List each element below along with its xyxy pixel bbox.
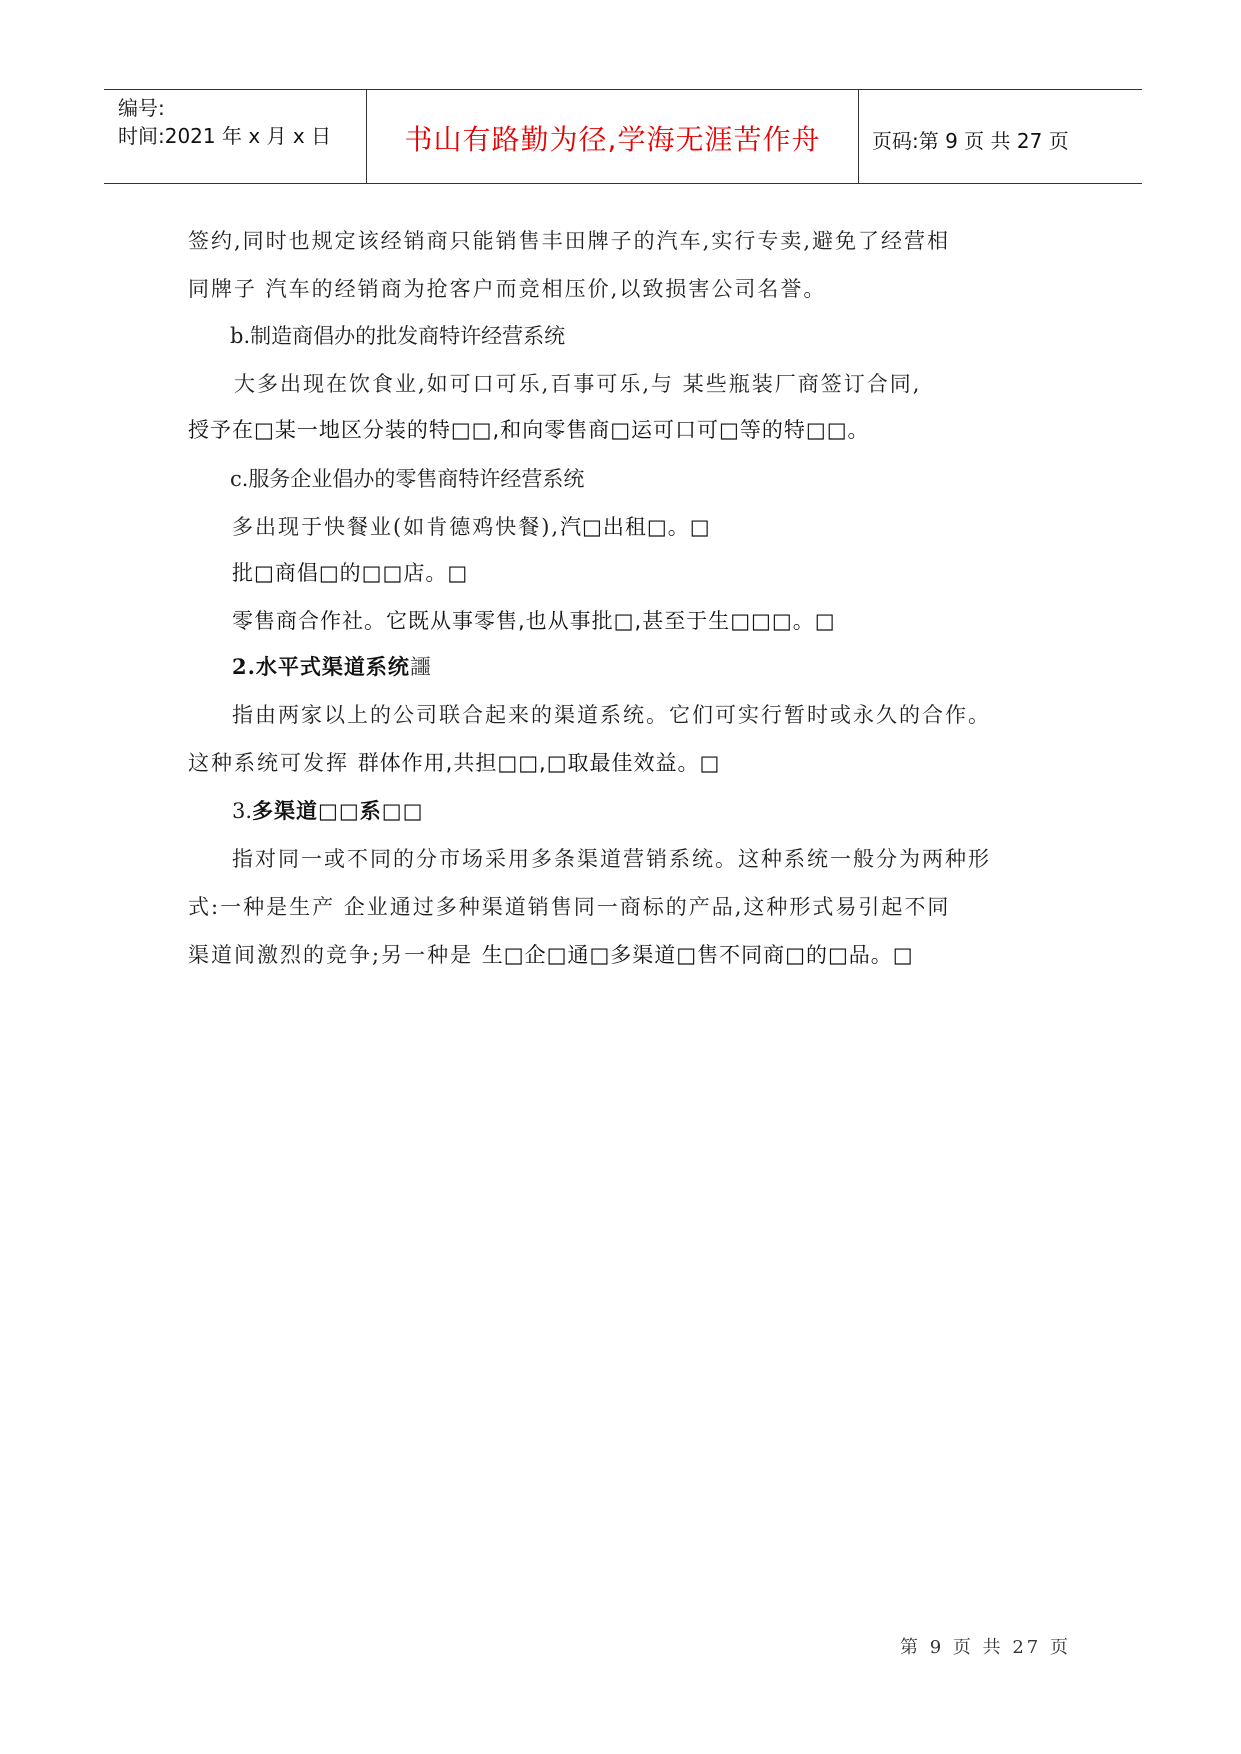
item-c-title: c.服务企业倡办的零售商特许经营系统 xyxy=(230,467,585,491)
item-c-body-text: 多出现于快餐业(如肯德鸡快餐), xyxy=(232,515,561,539)
section-3-number: 3. xyxy=(232,799,253,823)
item-b-body-line: 大多出现在饮食业,如可口可乐,百事可乐,与 某些瓶装厂商签订合同, xyxy=(234,372,922,396)
header-page-cell xyxy=(859,90,1142,183)
section-3-body-garbled-text: 生□企□通□多渠道□售不同商□的□品。□ xyxy=(481,943,914,967)
section-2-body-line xyxy=(188,747,720,777)
item-c-body-line xyxy=(232,511,711,541)
section-2-heading xyxy=(232,651,431,681)
page-header xyxy=(104,89,1142,184)
section-3-body-text: 渠道间激烈的竞争;另一种是 xyxy=(188,943,474,967)
item-b-body-line: 授予在□某一地区分装的特□□,和向零售商□运可口可□等的特□□。 xyxy=(188,418,870,442)
document-time-label: 时间:2021 年 x 月 x 日 xyxy=(118,124,332,148)
item-c-body-garbled-text: 汽□出租□。□ xyxy=(560,515,711,539)
section-3-title: 多渠道□□系□□ xyxy=(252,799,424,823)
item-b-title: b.制造商倡办的批发商特许经营系统 xyxy=(230,324,566,348)
item-c-body-line: 零售商合作社。它既从事零售,也从事批□,甚至于生□□□。□ xyxy=(232,609,836,633)
paragraph-line: 签约,同时也规定该经销商只能销售丰田牌子的汽车,实行专卖,避免了经营相 xyxy=(188,229,951,253)
section-2-body-line: 指由两家以上的公司联合起来的渠道系统。它们可实行暂时或永久的合作。 xyxy=(232,703,991,727)
document-number-label: 编号: xyxy=(118,96,165,120)
section-3-heading xyxy=(232,795,423,825)
section-2-body-text: 这种系统可发挥 xyxy=(188,751,349,775)
header-motto: 书山有路勤为径,学海无涯苦作舟 xyxy=(404,123,821,156)
section-3-body-line: 式:一种是生产 企业通过多种渠道销售同一商标的产品,这种形式易引起不同 xyxy=(188,895,951,919)
header-page-info: 页码:第 9 页 共 27 页 xyxy=(872,129,1069,153)
paragraph-line: 同牌子 汽车的经销商为抢客户而竞相压价,以致损害公司名誉。 xyxy=(188,277,827,301)
page-footer: 第 9 页 共 27 页 xyxy=(900,1637,1071,1658)
section-2-trailing-glyph: 讍 xyxy=(409,655,431,679)
section-2-title: 2.水平式渠道系统 xyxy=(232,654,410,679)
section-2-body-garbled-text: 群体作用,共担□□,□取最佳效益。□ xyxy=(357,751,721,775)
section-3-body-line xyxy=(188,939,914,969)
item-c-body-line: 批□商倡□的□□店。□ xyxy=(232,561,469,585)
header-motto-cell xyxy=(367,90,859,183)
section-3-body-line: 指对同一或不同的分市场采用多条渠道营销系统。这种系统一般分为两种形 xyxy=(232,847,991,871)
header-meta-cell xyxy=(104,90,367,183)
